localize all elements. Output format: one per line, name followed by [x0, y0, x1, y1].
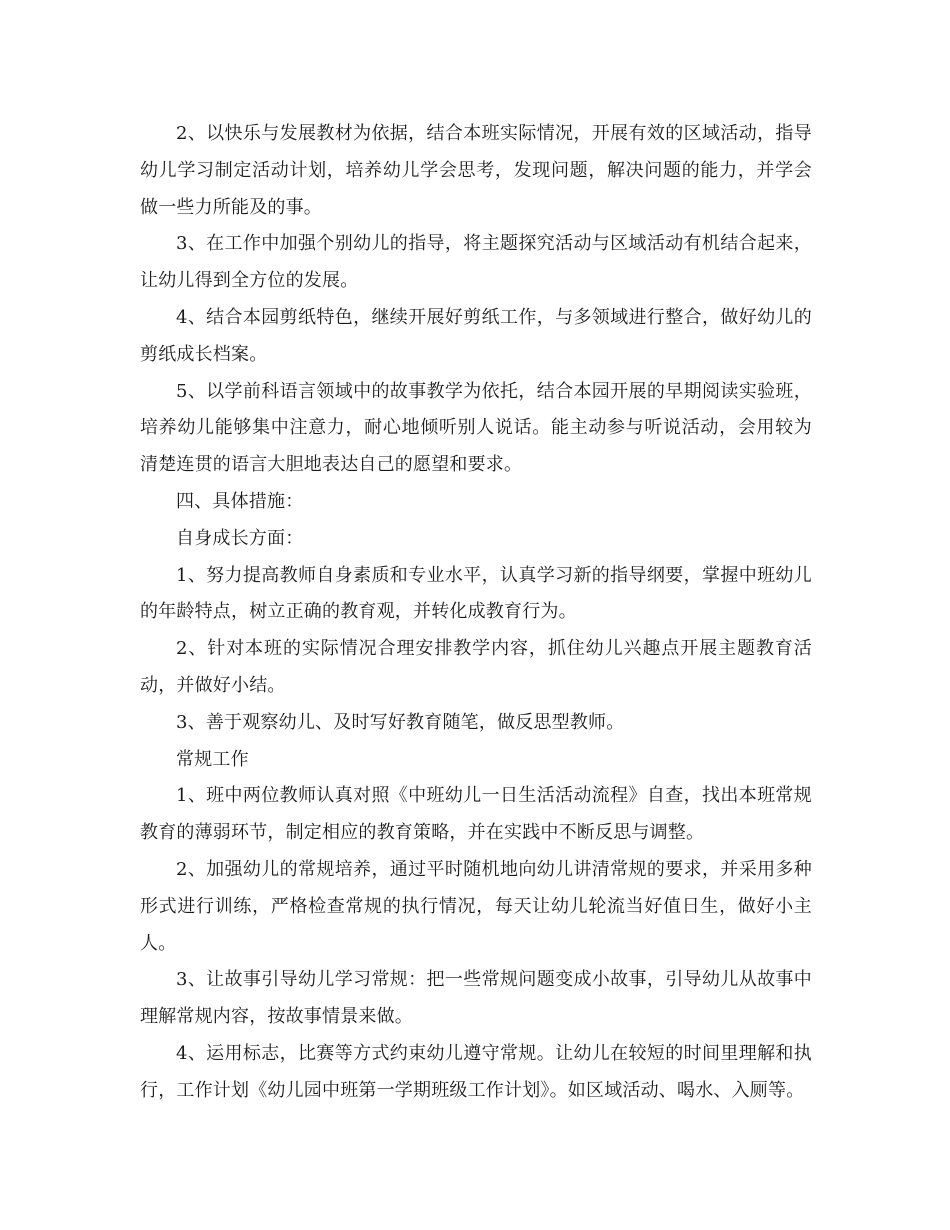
paragraph-routine-4: 4、运用标志，比赛等方式约束幼儿遵守常规。让幼儿在较短的时间里理解和执行，工作计划《幼儿园中班第一学期班级工作计划》。如区域活动、喝水、入厕等。: [140, 1042, 812, 1101]
subheading-self-growth: 自身成长方面：: [176, 527, 304, 549]
paragraph-growth-3: 3、善于观察幼儿、及时写好教育随笔，做反思型教师。: [176, 711, 625, 733]
paragraph-goal-5: 5、以学前科语言领域中的故事教学为依托，结合本园开展的早期阅读实验班，培养幼儿能够集中注意力，耐心地倾听别人说话。能主动参与听说活动，会用较为清楚连贯的语言大胆地表达自己的愿望和要求。: [140, 380, 812, 476]
document-body: [140, 116, 812, 1110]
paragraph-goal-3: 3、在工作中加强个别幼儿的指导，将主题探究活动与区域活动有机结合起来，让幼儿得到全方位的发展。: [140, 233, 812, 292]
paragraph-routine-3: 3、让故事引导幼儿学习常规：把一些常规问题变成小故事，引导幼儿从故事中理解常规内容，按故事情景来做。: [140, 969, 812, 1028]
paragraph-goal-2: 2、以快乐与发展教材为依据，结合本班实际情况，开展有效的区域活动，指导幼儿学习制定活动计划，培养幼儿学会思考，发现问题，解决问题的能力，并学会做一些力所能及的事。: [140, 123, 812, 218]
subheading-routine-work: 常规工作: [176, 748, 249, 770]
paragraph-goal-4: 4、结合本园剪纸特色，继续开展好剪纸工作，与多领域进行整合，做好幼儿的剪纸成长档案。: [140, 306, 812, 365]
paragraph-growth-1: 1、努力提高教师自身素质和专业水平，认真学习新的指导纲要，掌握中班幼儿的年龄特点，树立正确的教育观，并转化成教育行为。: [140, 564, 812, 623]
paragraph-growth-2: 2、针对本班的实际情况合理安排教学内容，抓住幼儿兴趣点开展主题教育活动，并做好小结。: [140, 638, 812, 696]
paragraph-routine-2: 2、加强幼儿的常规培养，通过平时随机地向幼儿讲清常规的要求，并采用多种形式进行训练，严格检查常规的执行情况，每天让幼儿轮流当好值日生，做好小主人。: [140, 858, 812, 954]
paragraph-routine-1: 1、班中两位教师认真对照《中班幼儿一日生活活动流程》自查，找出本班常规教育的薄弱环节，制定相应的教育策略，并在实践中不断反思与调整。: [140, 785, 812, 844]
section-heading-measures: 四、具体措施：: [176, 490, 304, 512]
